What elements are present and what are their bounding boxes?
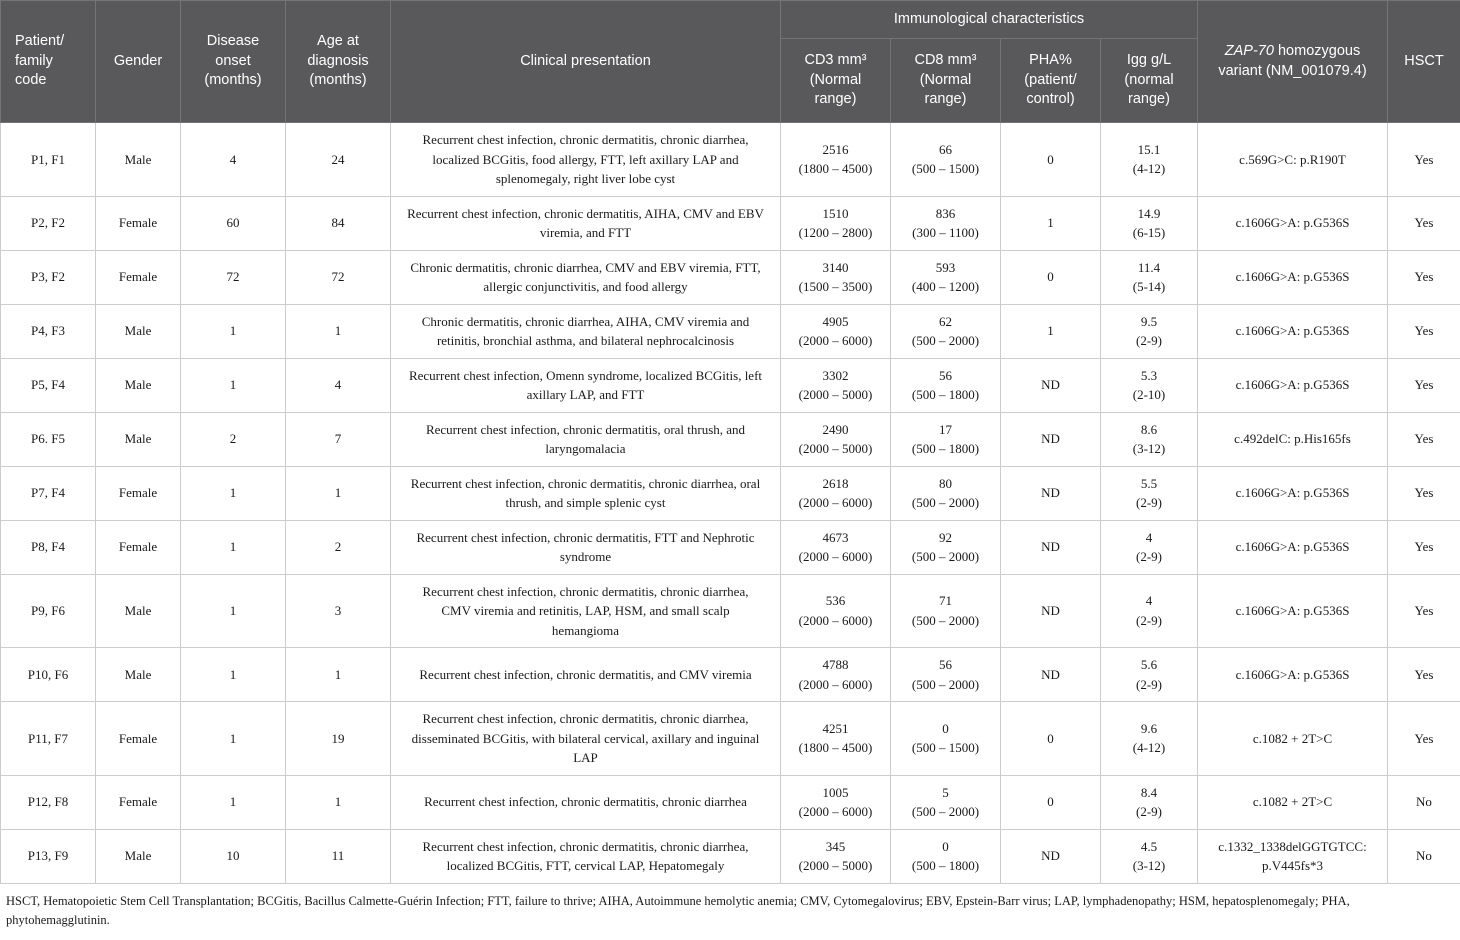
header-clinical-presentation: Clinical presentation	[391, 1, 781, 123]
cd3-value: 345	[825, 838, 846, 854]
hsct-cell: Yes	[1388, 123, 1460, 197]
clinical-presentation-cell: Recurrent chest infection, chronic dermatitis, chronic diarrhea, oral thrush, and simple splenic cyst	[391, 466, 781, 520]
hsct-cell: Yes	[1388, 250, 1460, 304]
age-at-diagnosis-cell: 3	[286, 574, 391, 648]
table-body	[1, 123, 1460, 884]
table-row	[1, 304, 1460, 358]
patient-code-cell: P3, F2	[1, 250, 96, 304]
cd8-normal-range: (300 – 1100)	[912, 225, 979, 240]
hsct-cell: No	[1388, 829, 1460, 883]
cd8-cell	[891, 574, 1001, 648]
age-at-diagnosis-cell: 84	[286, 196, 391, 250]
hsct-cell: Yes	[1388, 358, 1460, 412]
table-row	[1, 775, 1460, 829]
table-footnote: HSCT, Hematopoietic Stem Cell Transplantation; BCGitis, Bacillus Calmette-Guérin Infection; FTT, failure to thrive; AIHA, Autoimmune hemolytic anemia; CMV, Cytomegalovirus; EBV, Epstein-Barr virus; LAP, lymphadenopathy; HSM, hepatosplenomegaly; PHA, phytohemagglutinin.	[6, 893, 1350, 927]
hsct-cell: No	[1388, 775, 1460, 829]
cd3-normal-range: (2000 – 5000)	[798, 387, 873, 402]
igg-value: 4.5	[1140, 838, 1158, 854]
clinical-presentation-cell: Chronic dermatitis, chronic diarrhea, AIHA, CMV viremia and retinitis, bronchial asthma, and bilateral nephrocalcinosis	[391, 304, 781, 358]
cd3-cell	[781, 574, 891, 648]
table-row	[1, 574, 1460, 648]
cd8-value: 80	[939, 475, 952, 491]
pha-cell: ND	[1001, 466, 1101, 520]
table-row	[1, 412, 1460, 466]
cd3-value: 1510	[822, 205, 849, 221]
variant-cell: c.1082 + 2T>C	[1198, 702, 1388, 776]
hsct-cell: Yes	[1388, 574, 1460, 648]
cd3-cell	[781, 775, 891, 829]
header-cd3: CD3 mm³ (Normal range)	[781, 39, 891, 123]
igg-normal-range: (2-9)	[1136, 804, 1162, 819]
variant-cell: c.1332_1338delGGTGTCC: p.V445fs*3	[1198, 829, 1388, 883]
pha-cell: ND	[1001, 648, 1101, 702]
igg-normal-range: (2-9)	[1136, 612, 1162, 628]
table-row	[1, 358, 1460, 412]
igg-normal-range: (2-10)	[1132, 387, 1166, 402]
gender-cell: Male	[96, 123, 181, 197]
header-cd8: CD8 mm³ (Normal range)	[891, 39, 1001, 123]
age-at-diagnosis-cell: 2	[286, 520, 391, 574]
cd3-cell	[781, 123, 891, 197]
cd3-cell	[781, 829, 891, 883]
pha-cell: ND	[1001, 520, 1101, 574]
disease-onset-cell: 4	[181, 123, 286, 197]
gender-cell: Male	[96, 412, 181, 466]
header-immunological-characteristics: Immunological characteristics	[781, 1, 1198, 39]
cd3-cell	[781, 412, 891, 466]
igg-value: 5.3	[1140, 367, 1158, 383]
patient-code-cell: P8, F4	[1, 520, 96, 574]
igg-normal-range: (2-9)	[1136, 549, 1162, 564]
cd8-normal-range: (500 – 2000)	[911, 612, 980, 628]
igg-value: 9.5	[1140, 313, 1158, 329]
header-patient-family-code: Patient/ family code	[1, 1, 96, 123]
cd8-normal-range: (500 – 1800)	[911, 387, 980, 402]
clinical-presentation-cell: Recurrent chest infection, chronic dermatitis, oral thrush, and laryngomalacia	[391, 412, 781, 466]
cd3-normal-range: (2000 – 6000)	[798, 676, 873, 692]
hsct-cell: Yes	[1388, 520, 1460, 574]
pha-cell: ND	[1001, 412, 1101, 466]
cd3-normal-range: (1800 – 4500)	[798, 161, 873, 177]
cd8-normal-range: (500 – 2000)	[911, 495, 980, 510]
cd3-normal-range: (2000 – 5000)	[798, 858, 873, 873]
table-row	[1, 829, 1460, 883]
patient-code-cell: P10, F6	[1, 648, 96, 702]
hsct-cell: Yes	[1388, 304, 1460, 358]
age-at-diagnosis-cell: 7	[286, 412, 391, 466]
age-at-diagnosis-cell: 11	[286, 829, 391, 883]
hsct-cell: Yes	[1388, 196, 1460, 250]
clinical-presentation-cell: Recurrent chest infection, Omenn syndrome, localized BCGitis, left axillary LAP, and FTT	[391, 358, 781, 412]
clinical-presentation-cell: Recurrent chest infection, chronic dermatitis, chronic diarrhea, localized BCGitis, food allergy, FTT, left axillary LAP and splenomegaly, right liver lobe cyst	[391, 123, 781, 197]
gender-cell: Male	[96, 574, 181, 648]
pha-cell: 0	[1001, 250, 1101, 304]
cd8-cell	[891, 702, 1001, 776]
table-row	[1, 250, 1460, 304]
igg-value: 4	[1145, 593, 1153, 609]
disease-onset-cell: 10	[181, 829, 286, 883]
cd3-cell	[781, 358, 891, 412]
gender-cell: Female	[96, 466, 181, 520]
cd3-normal-range: (2000 – 6000)	[798, 495, 873, 510]
zap70-gene-label: ZAP-70	[1224, 42, 1274, 59]
cd3-value: 3140	[822, 259, 849, 275]
cd8-value: 71	[939, 593, 952, 609]
igg-normal-range: (2-9)	[1136, 333, 1162, 348]
patient-code-cell: P13, F9	[1, 829, 96, 883]
cd8-normal-range: (500 – 1500)	[911, 740, 980, 756]
cd3-normal-range: (1500 – 3500)	[798, 279, 873, 294]
cd8-cell	[891, 775, 1001, 829]
patient-code-cell: P6. F5	[1, 412, 96, 466]
patient-code-cell: P12, F8	[1, 775, 96, 829]
cd8-value: 5	[942, 784, 949, 800]
igg-cell	[1101, 123, 1198, 197]
header-igg: Igg g/L (normal range)	[1101, 39, 1198, 123]
clinical-presentation-cell: Chronic dermatitis, chronic diarrhea, CMV and EBV viremia, FTT, allergic conjunctivitis, and food allergy	[391, 250, 781, 304]
igg-cell	[1101, 196, 1198, 250]
header-hsct: HSCT	[1388, 1, 1460, 123]
cd3-value: 2618	[822, 475, 849, 491]
pha-cell: 0	[1001, 123, 1101, 197]
cd8-cell	[891, 358, 1001, 412]
cd8-normal-range: (500 – 1800)	[911, 858, 980, 873]
hsct-cell: Yes	[1388, 466, 1460, 520]
age-at-diagnosis-cell: 1	[286, 775, 391, 829]
igg-normal-range: (3-12)	[1132, 441, 1166, 456]
patient-code-cell: P1, F1	[1, 123, 96, 197]
cd8-cell	[891, 412, 1001, 466]
pha-cell: 0	[1001, 775, 1101, 829]
cd8-cell	[891, 123, 1001, 197]
cd3-normal-range: (2000 – 6000)	[798, 804, 873, 819]
cd8-normal-range: (500 – 2000)	[911, 333, 980, 348]
header-pha: PHA% (patient/ control)	[1001, 39, 1101, 123]
table-row	[1, 123, 1460, 197]
pha-cell: 0	[1001, 702, 1101, 776]
gender-cell: Female	[96, 196, 181, 250]
igg-normal-range: (5-14)	[1132, 279, 1166, 294]
cd8-cell	[891, 829, 1001, 883]
variant-cell: c.1606G>A: p.G536S	[1198, 648, 1388, 702]
cd8-cell	[891, 466, 1001, 520]
cd8-value: 0	[942, 720, 949, 736]
age-at-diagnosis-cell: 19	[286, 702, 391, 776]
igg-value: 5.6	[1140, 657, 1158, 672]
hsct-cell: Yes	[1388, 412, 1460, 466]
cd8-normal-range: (500 – 2000)	[911, 549, 980, 564]
age-at-diagnosis-cell: 24	[286, 123, 391, 197]
igg-cell	[1101, 412, 1198, 466]
igg-cell	[1101, 574, 1198, 648]
cd8-value: 62	[939, 313, 952, 329]
table-row	[1, 196, 1460, 250]
cd8-normal-range: (500 – 2000)	[911, 676, 980, 692]
cd3-value: 3302	[822, 367, 849, 383]
disease-onset-cell: 1	[181, 648, 286, 702]
cd3-value: 4905	[822, 313, 849, 329]
igg-normal-range: (2-9)	[1136, 676, 1162, 692]
cd3-cell	[781, 196, 891, 250]
cd3-normal-range: (1800 – 4500)	[798, 740, 873, 756]
age-at-diagnosis-cell: 1	[286, 466, 391, 520]
patient-code-cell: P4, F3	[1, 304, 96, 358]
cd3-normal-range: (2000 – 6000)	[798, 612, 873, 628]
clinical-presentation-cell: Recurrent chest infection, chronic dermatitis, chronic diarrhea, disseminated BCGitis, with bilateral cervical, axillary and inguinal LAP	[391, 702, 781, 776]
disease-onset-cell: 1	[181, 574, 286, 648]
cd3-value: 4251	[822, 720, 849, 736]
cd3-cell	[781, 520, 891, 574]
cd3-value: 4788	[822, 657, 849, 672]
age-at-diagnosis-cell: 1	[286, 648, 391, 702]
cd8-cell	[891, 520, 1001, 574]
igg-value: 8.4	[1140, 784, 1158, 800]
pha-cell: ND	[1001, 358, 1101, 412]
age-at-diagnosis-cell: 4	[286, 358, 391, 412]
patient-code-cell: P5, F4	[1, 358, 96, 412]
igg-normal-range: (2-9)	[1136, 495, 1162, 510]
gender-cell: Female	[96, 250, 181, 304]
clinical-presentation-cell: Recurrent chest infection, chronic dermatitis, and CMV viremia	[391, 648, 781, 702]
gender-cell: Male	[96, 304, 181, 358]
gender-cell: Female	[96, 702, 181, 776]
cd3-cell	[781, 466, 891, 520]
cd8-cell	[891, 648, 1001, 702]
disease-onset-cell: 1	[181, 520, 286, 574]
gender-cell: Female	[96, 775, 181, 829]
age-at-diagnosis-cell: 1	[286, 304, 391, 358]
variant-cell: c.1606G>A: p.G536S	[1198, 304, 1388, 358]
variant-cell: c.1606G>A: p.G536S	[1198, 574, 1388, 648]
igg-cell	[1101, 648, 1198, 702]
cd8-normal-range: (500 – 1800)	[911, 441, 980, 456]
header-age-at-diagnosis: Age at diagnosis (months)	[286, 1, 391, 123]
igg-cell	[1101, 702, 1198, 776]
cd3-value: 1005	[822, 784, 849, 800]
cd8-cell	[891, 196, 1001, 250]
cd8-normal-range: (500 – 1500)	[911, 161, 980, 177]
disease-onset-cell: 1	[181, 466, 286, 520]
clinical-presentation-cell: Recurrent chest infection, chronic dermatitis, chronic diarrhea, CMV viremia and retinitis, LAP, HSM, and small scalp hemangioma	[391, 574, 781, 648]
cd8-value: 66	[939, 141, 952, 157]
gender-cell: Male	[96, 829, 181, 883]
cd8-normal-range: (400 – 1200)	[911, 279, 980, 294]
patient-code-cell: P7, F4	[1, 466, 96, 520]
igg-cell	[1101, 250, 1198, 304]
variant-cell: c.569G>C: p.R190T	[1198, 123, 1388, 197]
disease-onset-cell: 1	[181, 775, 286, 829]
disease-onset-cell: 2	[181, 412, 286, 466]
igg-normal-range: (6-15)	[1132, 225, 1166, 240]
table-row	[1, 520, 1460, 574]
igg-cell	[1101, 466, 1198, 520]
cd3-value: 2490	[822, 421, 849, 437]
cd8-normal-range: (500 – 2000)	[911, 804, 980, 819]
variant-cell: c.492delC: p.His165fs	[1198, 412, 1388, 466]
gender-cell: Male	[96, 648, 181, 702]
cd8-cell	[891, 250, 1001, 304]
igg-cell	[1101, 358, 1198, 412]
patient-code-cell: P2, F2	[1, 196, 96, 250]
cd8-value: 17	[939, 421, 952, 437]
clinical-presentation-cell: Recurrent chest infection, chronic dermatitis, AIHA, CMV and EBV viremia, and FTT	[391, 196, 781, 250]
cd3-cell	[781, 648, 891, 702]
patient-code-cell: P11, F7	[1, 702, 96, 776]
cd3-value: 536	[825, 593, 846, 609]
cd3-normal-range: (2000 – 5000)	[798, 441, 873, 456]
clinical-presentation-cell: Recurrent chest infection, chronic dermatitis, FTT and Nephrotic syndrome	[391, 520, 781, 574]
header-zap70-variant	[1198, 1, 1388, 123]
cd8-value: 56	[939, 367, 952, 383]
igg-cell	[1101, 775, 1198, 829]
variant-cell: c.1606G>A: p.G536S	[1198, 466, 1388, 520]
header-gender: Gender	[96, 1, 181, 123]
hsct-cell: Yes	[1388, 702, 1460, 776]
cd8-value: 0	[942, 838, 949, 854]
cd3-cell	[781, 250, 891, 304]
pha-cell: ND	[1001, 829, 1101, 883]
table-row	[1, 702, 1460, 776]
cd8-value: 836	[935, 205, 956, 221]
igg-value: 11.4	[1137, 259, 1161, 275]
igg-cell	[1101, 304, 1198, 358]
disease-onset-cell: 1	[181, 304, 286, 358]
cd8-cell	[891, 304, 1001, 358]
variant-cell: c.1606G>A: p.G536S	[1198, 520, 1388, 574]
igg-value: 9.6	[1140, 720, 1158, 736]
variant-cell: c.1082 + 2T>C	[1198, 775, 1388, 829]
cd3-cell	[781, 702, 891, 776]
disease-onset-cell: 1	[181, 702, 286, 776]
cd3-normal-range: (2000 – 6000)	[798, 333, 873, 348]
gender-cell: Male	[96, 358, 181, 412]
disease-onset-cell: 60	[181, 196, 286, 250]
igg-value: 15.1	[1137, 141, 1161, 157]
pha-cell: 1	[1001, 196, 1101, 250]
table-row	[1, 466, 1460, 520]
cd3-cell	[781, 304, 891, 358]
variant-cell: c.1606G>A: p.G536S	[1198, 250, 1388, 304]
disease-onset-cell: 72	[181, 250, 286, 304]
igg-cell	[1101, 520, 1198, 574]
table-header	[1, 1, 1460, 123]
cd3-value: 2516	[822, 141, 849, 157]
igg-value: 5.5	[1140, 475, 1158, 491]
clinical-presentation-cell: Recurrent chest infection, chronic dermatitis, chronic diarrhea	[391, 775, 781, 829]
igg-cell	[1101, 829, 1198, 883]
table-row	[1, 648, 1460, 702]
gender-cell: Female	[96, 520, 181, 574]
igg-normal-range: (4-12)	[1132, 740, 1166, 756]
variant-cell: c.1606G>A: p.G536S	[1198, 358, 1388, 412]
igg-normal-range: (3-12)	[1132, 858, 1166, 873]
pha-cell: ND	[1001, 574, 1101, 648]
igg-normal-range: (4-12)	[1132, 161, 1166, 177]
igg-value: 4	[1145, 529, 1153, 545]
clinical-presentation-cell: Recurrent chest infection, chronic dermatitis, chronic diarrhea, localized BCGitis, FTT, cervical LAP, Hepatomegaly	[391, 829, 781, 883]
zap70-variant-label: homozygous variant (NM_001079.4)	[1218, 42, 1367, 79]
cd3-normal-range: (1200 – 2800)	[798, 225, 873, 240]
age-at-diagnosis-cell: 72	[286, 250, 391, 304]
patient-code-cell: P9, F6	[1, 574, 96, 648]
hsct-cell: Yes	[1388, 648, 1460, 702]
header-disease-onset: Disease onset (months)	[181, 1, 286, 123]
cd8-value: 56	[939, 657, 952, 672]
cd3-normal-range: (2000 – 6000)	[798, 549, 873, 564]
variant-cell: c.1606G>A: p.G536S	[1198, 196, 1388, 250]
igg-value: 14.9	[1137, 205, 1161, 221]
cd3-value: 4673	[822, 529, 849, 545]
disease-onset-cell: 1	[181, 358, 286, 412]
cd8-value: 92	[939, 529, 952, 545]
pha-cell: 1	[1001, 304, 1101, 358]
igg-value: 8.6	[1140, 421, 1158, 437]
cd8-value: 593	[935, 259, 956, 275]
